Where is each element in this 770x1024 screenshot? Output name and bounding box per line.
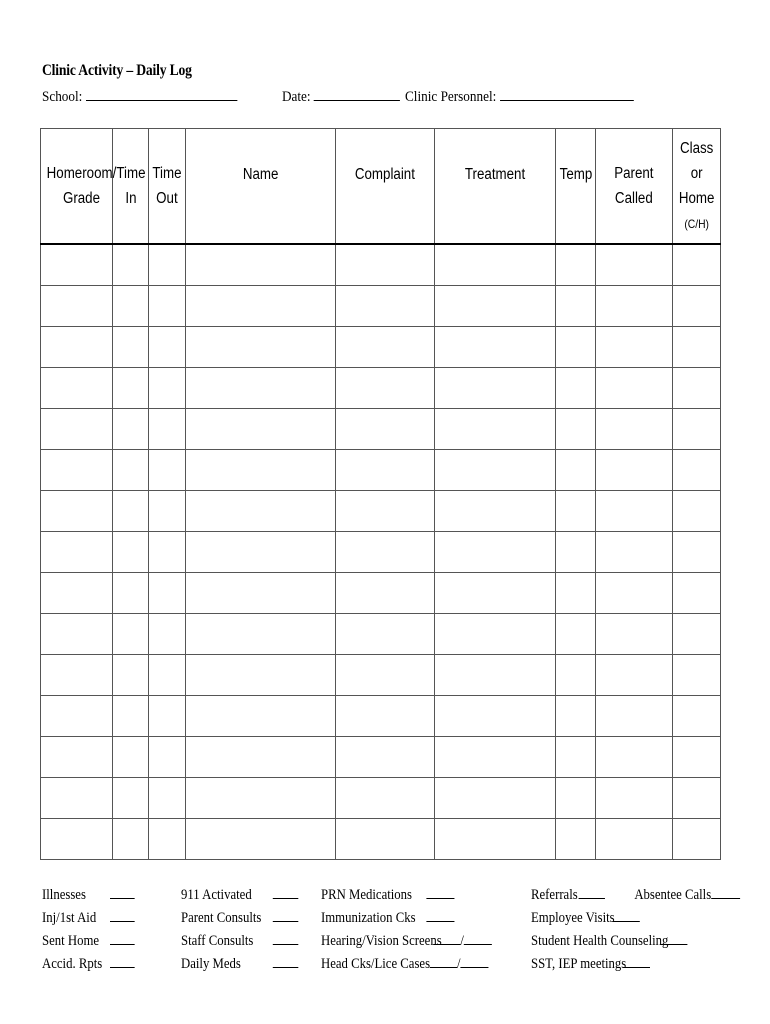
table-cell[interactable]: [41, 819, 113, 860]
table-cell[interactable]: [336, 655, 435, 696]
table-row: [41, 244, 721, 286]
table-cell[interactable]: [596, 368, 673, 409]
table-row: [41, 286, 721, 327]
table-cell[interactable]: [113, 368, 149, 409]
table-cell[interactable]: [113, 655, 149, 696]
summary-item: Hearing/Vision Screens /: [321, 930, 492, 953]
col-header-name: Name: [186, 129, 336, 245]
table-cell[interactable]: [435, 491, 556, 532]
table-cell[interactable]: [596, 532, 673, 573]
table-cell[interactable]: [673, 286, 721, 327]
table-cell[interactable]: [556, 409, 596, 450]
table-cell[interactable]: [435, 819, 556, 860]
table-cell[interactable]: [41, 286, 113, 327]
table-cell[interactable]: [149, 450, 186, 491]
table-cell[interactable]: [41, 573, 113, 614]
table-cell[interactable]: [113, 737, 149, 778]
tally-blank[interactable]: [426, 884, 454, 899]
table-cell[interactable]: [596, 286, 673, 327]
table-cell[interactable]: [336, 532, 435, 573]
table-cell[interactable]: [113, 778, 149, 819]
summary-col-3: [321, 884, 492, 976]
table-cell[interactable]: [186, 614, 336, 655]
table-cell[interactable]: [596, 737, 673, 778]
table-cell[interactable]: [113, 409, 149, 450]
table-cell[interactable]: [186, 819, 336, 860]
table-cell[interactable]: [435, 737, 556, 778]
table-cell[interactable]: [113, 614, 149, 655]
table-cell[interactable]: [556, 491, 596, 532]
table-cell[interactable]: [186, 573, 336, 614]
table-cell[interactable]: [41, 614, 113, 655]
tally-blank[interactable]: [273, 907, 299, 922]
table-cell[interactable]: [556, 286, 596, 327]
col-header-complaint: Complaint: [336, 129, 435, 245]
table-row: [41, 450, 721, 491]
table-cell[interactable]: [149, 286, 186, 327]
table-cell[interactable]: [596, 244, 673, 286]
col-header-class-or-home: Class or Home (C/H): [673, 129, 721, 245]
summary-item: Daily Meds: [181, 953, 298, 976]
table-cell[interactable]: [336, 491, 435, 532]
table-cell[interactable]: [556, 778, 596, 819]
table-cell[interactable]: [149, 696, 186, 737]
table-cell[interactable]: [673, 696, 721, 737]
table-cell[interactable]: [186, 450, 336, 491]
summary-item: Sent Home: [42, 930, 135, 953]
table-cell[interactable]: [113, 573, 149, 614]
table-row: [41, 778, 721, 819]
table-row: [41, 819, 721, 860]
summary-col-1: [42, 884, 135, 976]
table-cell[interactable]: [673, 819, 721, 860]
personnel-label: Clinic Personnel:: [405, 89, 497, 105]
table-row: [41, 409, 721, 450]
table-cell[interactable]: [149, 368, 186, 409]
summary-item: Parent Consults: [181, 907, 298, 930]
table-cell[interactable]: [186, 409, 336, 450]
col-header-temp: Temp: [556, 129, 596, 245]
summary-item: Head Cks/Lice Cases /: [321, 953, 492, 976]
table-cell[interactable]: [556, 737, 596, 778]
table-cell[interactable]: [113, 286, 149, 327]
table-cell[interactable]: [149, 409, 186, 450]
table-cell[interactable]: [149, 532, 186, 573]
table-cell[interactable]: [336, 327, 435, 368]
table-cell[interactable]: [186, 368, 336, 409]
table-cell[interactable]: [336, 573, 435, 614]
summary-item: Employee Visits: [531, 907, 740, 930]
table-cell[interactable]: [186, 655, 336, 696]
table-row: [41, 655, 721, 696]
table-cell[interactable]: [41, 450, 113, 491]
table-cell[interactable]: [673, 450, 721, 491]
table-cell[interactable]: [186, 244, 336, 286]
date-label: Date:: [282, 89, 311, 105]
table-cell[interactable]: [149, 614, 186, 655]
table-cell[interactable]: [435, 614, 556, 655]
table-cell[interactable]: [336, 450, 435, 491]
table-cell[interactable]: [596, 655, 673, 696]
table-cell[interactable]: [336, 737, 435, 778]
table-cell[interactable]: [186, 737, 336, 778]
table-cell[interactable]: [435, 450, 556, 491]
absentee-calls-label: Absentee Calls: [634, 887, 712, 903]
table-cell[interactable]: [673, 409, 721, 450]
tally-blank[interactable]: [273, 930, 299, 945]
table-cell[interactable]: [186, 778, 336, 819]
table-row: [41, 368, 721, 409]
summary-item: PRN Medications: [321, 884, 492, 907]
tally-blank[interactable]: [613, 907, 640, 922]
table-cell[interactable]: [41, 244, 113, 286]
table-cell[interactable]: [673, 532, 721, 573]
table-row: [41, 573, 721, 614]
tally-blank[interactable]: [110, 907, 135, 922]
table-cell[interactable]: [149, 737, 186, 778]
table-cell[interactable]: [556, 573, 596, 614]
table-cell[interactable]: [673, 573, 721, 614]
table-cell[interactable]: [41, 368, 113, 409]
tally-blank[interactable]: [660, 930, 687, 945]
tally-blank[interactable]: [464, 930, 492, 945]
table-cell[interactable]: [41, 327, 113, 368]
table-cell[interactable]: [113, 696, 149, 737]
summary-item: Accid. Rpts: [42, 953, 135, 976]
table-cell[interactable]: [596, 327, 673, 368]
table-cell[interactable]: [41, 696, 113, 737]
tally-blank[interactable]: [110, 930, 135, 945]
table-cell[interactable]: [596, 778, 673, 819]
table-row: [41, 327, 721, 368]
tally-blank[interactable]: [430, 953, 457, 968]
table-cell[interactable]: [596, 573, 673, 614]
table-cell[interactable]: [596, 819, 673, 860]
table-cell[interactable]: [336, 409, 435, 450]
table-cell[interactable]: [149, 244, 186, 286]
col-header-homeroom: Homeroom/ Grade: [41, 129, 113, 245]
table-body: [41, 244, 721, 860]
table-cell[interactable]: [435, 409, 556, 450]
summary-item: Staff Consults: [181, 930, 298, 953]
tally-blank[interactable]: [711, 884, 740, 899]
table-cell[interactable]: [41, 409, 113, 450]
table-cell[interactable]: [336, 614, 435, 655]
summary-item: Referrals Absentee Calls: [531, 884, 740, 907]
table-cell[interactable]: [673, 244, 721, 286]
table-cell[interactable]: [149, 491, 186, 532]
col-header-parent-called: Parent Called: [596, 129, 673, 245]
table-cell[interactable]: [336, 368, 435, 409]
table-cell[interactable]: [435, 778, 556, 819]
table-cell[interactable]: [336, 286, 435, 327]
summary-item: Student Health Counseling: [531, 930, 740, 953]
table-cell[interactable]: [113, 532, 149, 573]
table-cell[interactable]: [596, 614, 673, 655]
table-cell[interactable]: [673, 614, 721, 655]
school-blank[interactable]: [86, 86, 237, 101]
table-cell[interactable]: [336, 696, 435, 737]
summary-item: 911 Activated: [181, 884, 298, 907]
table-cell[interactable]: [673, 327, 721, 368]
table-cell[interactable]: [186, 696, 336, 737]
table-cell[interactable]: [186, 286, 336, 327]
tally-blank[interactable]: [623, 953, 650, 968]
tally-blank[interactable]: [579, 884, 605, 899]
personnel-blank[interactable]: [500, 86, 634, 101]
summary-item: Illnesses: [42, 884, 135, 907]
tally-blank[interactable]: [110, 953, 135, 968]
table-cell[interactable]: [149, 778, 186, 819]
summary-item: Immunization Cks: [321, 907, 492, 930]
table-row: [41, 532, 721, 573]
table-cell[interactable]: [673, 778, 721, 819]
table-cell[interactable]: [435, 286, 556, 327]
table-cell[interactable]: [556, 368, 596, 409]
date-field: [282, 86, 400, 106]
summary-col-4: [531, 884, 740, 976]
table-cell[interactable]: [41, 655, 113, 696]
school-label: School:: [42, 89, 83, 105]
date-blank[interactable]: [314, 86, 400, 101]
table-row: [41, 696, 721, 737]
table-cell[interactable]: [41, 778, 113, 819]
summary-item: Inj/1st Aid: [42, 907, 135, 930]
table-cell[interactable]: [336, 819, 435, 860]
table-cell[interactable]: [186, 532, 336, 573]
table-row: [41, 491, 721, 532]
table-cell[interactable]: [336, 244, 435, 286]
table-cell[interactable]: [113, 244, 149, 286]
table-cell[interactable]: [149, 327, 186, 368]
table-cell[interactable]: [41, 491, 113, 532]
table-cell[interactable]: [556, 450, 596, 491]
table-cell[interactable]: [596, 491, 673, 532]
table-cell[interactable]: [673, 368, 721, 409]
table-cell[interactable]: [149, 819, 186, 860]
col-header-time-out: Time Out: [149, 129, 186, 245]
summary-item: SST, IEP meetings: [531, 953, 740, 976]
table-cell[interactable]: [435, 696, 556, 737]
tally-blank[interactable]: [110, 884, 135, 899]
table-cell[interactable]: [673, 655, 721, 696]
table-cell[interactable]: [149, 573, 186, 614]
tally-blank[interactable]: [273, 953, 299, 968]
table-cell[interactable]: [186, 491, 336, 532]
table-cell[interactable]: [673, 737, 721, 778]
table-cell[interactable]: [435, 532, 556, 573]
summary-col-2: [181, 884, 298, 976]
table-cell[interactable]: [556, 614, 596, 655]
tally-blank[interactable]: [426, 907, 454, 922]
table-cell[interactable]: [113, 491, 149, 532]
school-field: [42, 86, 237, 106]
form-title: Clinic Activity – Daily Log: [42, 62, 192, 79]
table-cell[interactable]: [435, 327, 556, 368]
table-cell[interactable]: [435, 655, 556, 696]
personnel-field: [405, 86, 634, 106]
table-cell[interactable]: [113, 450, 149, 491]
table-cell[interactable]: [596, 696, 673, 737]
col-header-time-in: Time In: [113, 129, 149, 245]
table-cell[interactable]: [673, 491, 721, 532]
table-cell[interactable]: [149, 655, 186, 696]
table-cell[interactable]: [556, 819, 596, 860]
table-cell[interactable]: [41, 532, 113, 573]
table-cell[interactable]: [435, 368, 556, 409]
table-cell[interactable]: [556, 696, 596, 737]
table-row: [41, 737, 721, 778]
table-cell[interactable]: [556, 327, 596, 368]
tally-blank[interactable]: [433, 930, 460, 945]
table-cell[interactable]: [435, 573, 556, 614]
table-cell[interactable]: [556, 655, 596, 696]
table-row: [41, 614, 721, 655]
table-cell[interactable]: [556, 244, 596, 286]
table-cell[interactable]: [596, 409, 673, 450]
table-cell[interactable]: [41, 737, 113, 778]
table-cell[interactable]: [113, 327, 149, 368]
table-cell[interactable]: [435, 244, 556, 286]
table-header-row: [41, 129, 721, 245]
table-cell[interactable]: [186, 327, 336, 368]
table-cell[interactable]: [336, 778, 435, 819]
tally-blank[interactable]: [461, 953, 489, 968]
table-cell[interactable]: [556, 532, 596, 573]
table-cell[interactable]: [596, 450, 673, 491]
tally-blank[interactable]: [273, 884, 299, 899]
table-cell[interactable]: [113, 819, 149, 860]
daily-log-table: [40, 128, 721, 860]
col-header-treatment: Treatment: [435, 129, 556, 245]
